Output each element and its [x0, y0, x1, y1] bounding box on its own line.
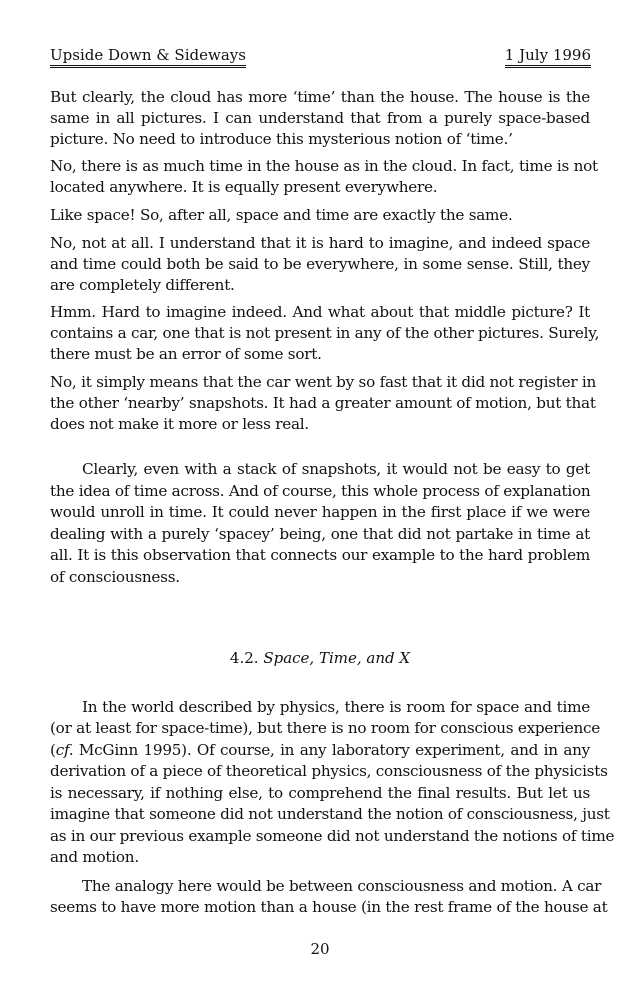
text-line: Like space! So, after all, space and time are exactly the same.: [50, 206, 513, 224]
text-line: as in our previous example someone did not understand the notions of time: [50, 827, 615, 845]
text-line: Hmm. Hard to imagine indeed. And what about that middle picture? It: [50, 303, 590, 321]
text-line: picture. No need to introduce this mysterious notion of ‘time.’: [50, 130, 513, 148]
text-line: same in all pictures. I can understand that from a purely space-based: [50, 109, 590, 127]
text-line: all. It is this observation that connects our example to the hard problem: [50, 546, 590, 564]
section-heading: [50, 648, 590, 668]
section-title-text: Space, Time, and X: [263, 649, 411, 667]
text-line: No, there is as much time in the house as in the cloud. In fact, time is not: [50, 157, 598, 175]
text-line: the other ‘nearby’ snapshots. It had a greater amount of motion, but that: [50, 394, 596, 412]
running-header: [50, 46, 591, 68]
text-line: of consciousness.: [50, 568, 180, 586]
text-line: dealing with a purely ‘spacey’ being, one that did not partake in time at: [50, 525, 590, 543]
text-line: and time could both be said to be everywhere, in some sense. Still, they: [50, 255, 590, 273]
text-line: (or at least for space-time), but there is no room for conscious experience: [50, 719, 601, 737]
page-number: 20: [310, 940, 330, 958]
text-line: No, it simply means that the car went by so fast that it did not register in: [50, 373, 597, 391]
text-line: Clearly, even with a stack of snapshots, it would not be easy to get: [82, 460, 590, 478]
text-line: are completely different.: [50, 276, 235, 294]
text-line: located anywhere. It is equally present everywhere.: [50, 178, 438, 196]
running-title: Upside Down & Sideways: [50, 46, 246, 68]
text-line: contains a car, one that is not present in any of the other pictures. Surely,: [50, 324, 600, 342]
citation-rest: McGinn 1995). Of course, in any laboratory experiment, and in any: [73, 741, 590, 759]
text-line: No, not at all. I understand that it is hard to imagine, and indeed space: [50, 234, 590, 252]
text-line: does not make it more or less real.: [50, 415, 309, 433]
running-date: 1 July 1996: [505, 46, 591, 68]
text-line: imagine that someone did not understand the notion of consciousness, just: [50, 805, 610, 823]
text-line: is necessary, if nothing else, to comprehend the final results. But let us: [50, 784, 590, 802]
text-line: In the world described by physics, there is room for space and time: [82, 698, 590, 716]
citation-cf: cf.: [55, 741, 74, 759]
text-line-citation: [50, 740, 590, 761]
text-line: there must be an error of some sort.: [50, 345, 322, 363]
section-number: 4.2.: [229, 649, 259, 667]
text-line: derivation of a piece of theoretical physics, consciousness of the physicists: [50, 762, 608, 780]
text-line: and motion.: [50, 848, 139, 866]
citation-open: (: [50, 741, 56, 759]
text-line: But clearly, the cloud has more ‘time’ than the house. The house is the: [50, 88, 590, 106]
text-line: the idea of time across. And of course, this whole process of explanation: [50, 482, 591, 500]
text-line: seems to have more motion than a house (in the rest frame of the house at: [50, 898, 608, 916]
text-line: would unroll in time. It could never happen in the first place if we were: [50, 503, 590, 521]
text-line: The analogy here would be between consciousness and motion. A car: [82, 877, 602, 895]
